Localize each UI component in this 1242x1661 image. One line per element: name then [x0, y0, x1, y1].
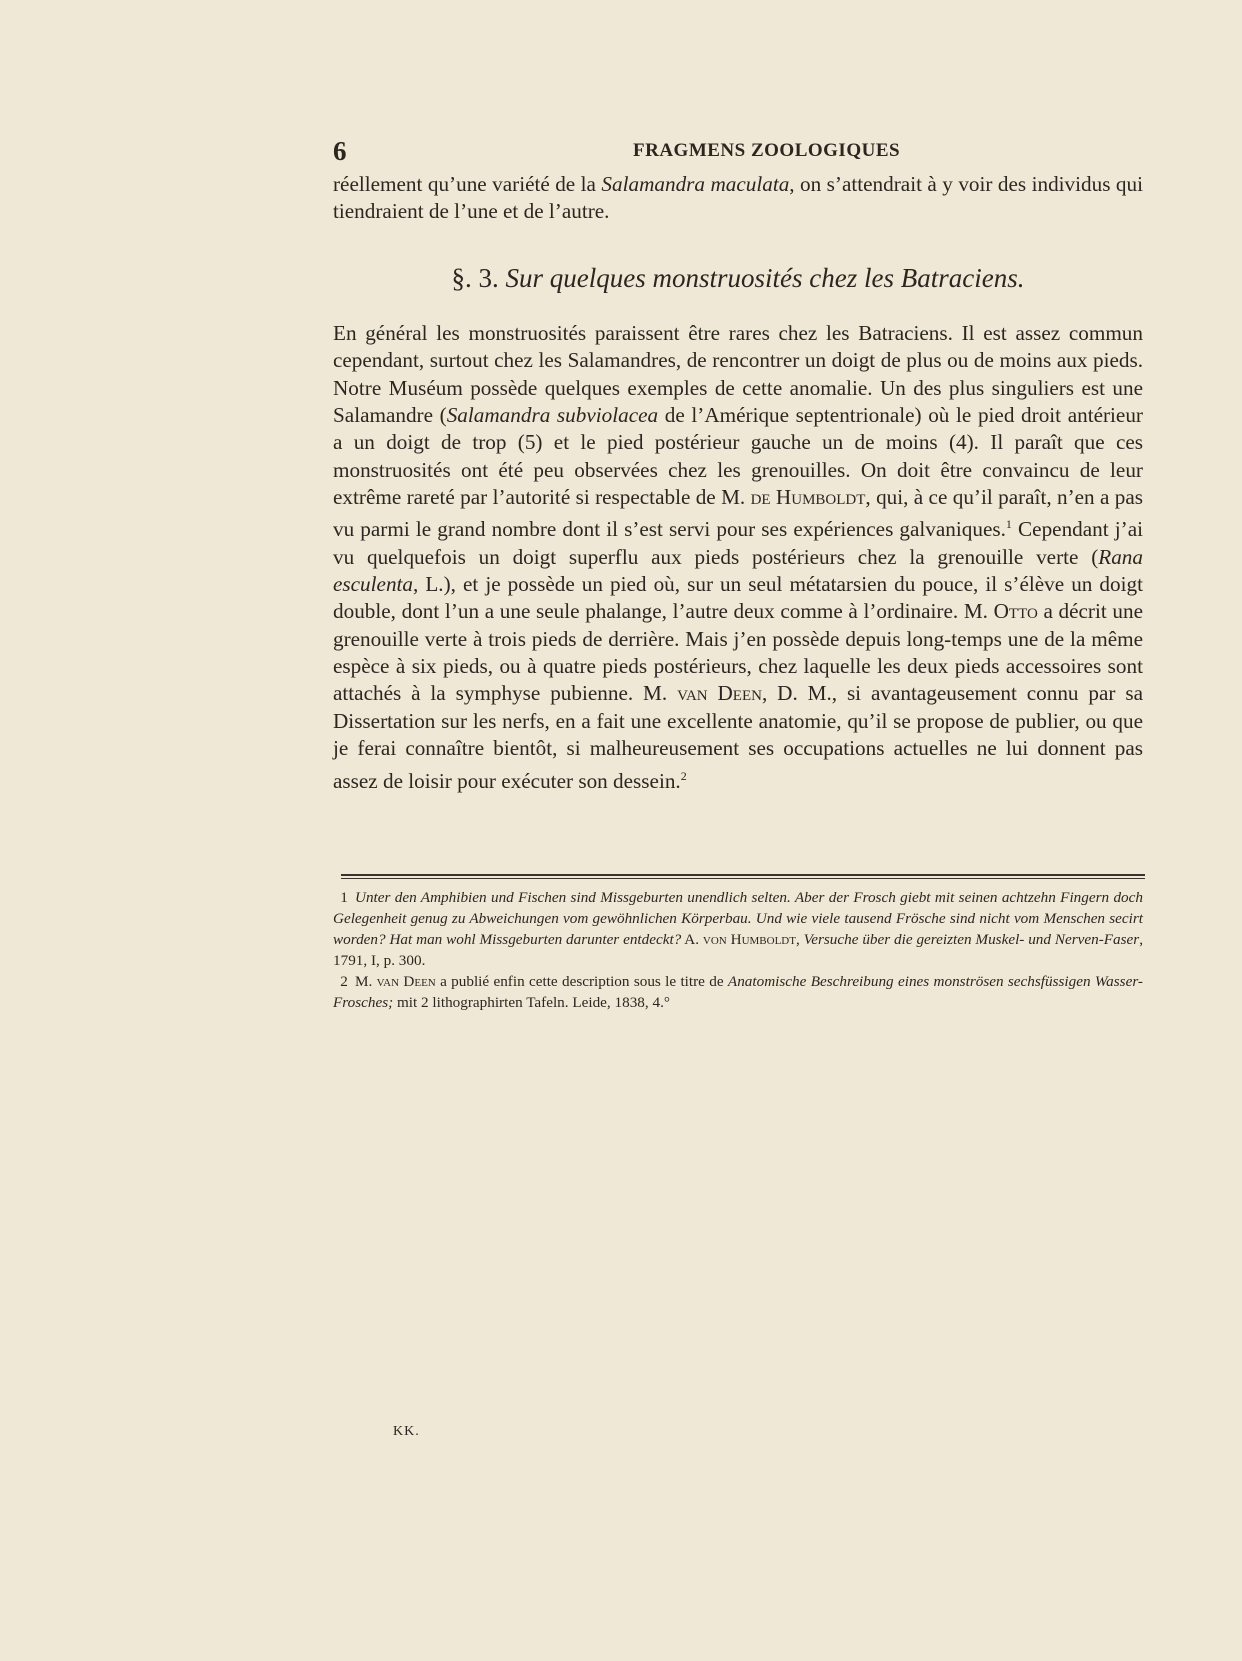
- page-number: 6: [333, 136, 347, 166]
- footnote-ref-2[interactable]: 2: [680, 768, 687, 783]
- intro-paragraph: [333, 171, 1143, 226]
- footnote-1-quote: Unter den Amphibien und Fischen sind Missgeburten unendlich selten. Aber der Frosch giebt mit seinen achtzehn Fingern doch Gelegenheit genug zu Abweichungen vom gewöhnlichen Körperbau. Und wie viele tausend Frösche sind nicht vom Menschen secirt worden? Hat man wohl Missgeburten darunter entdeckt?: [333, 889, 1143, 948]
- footnote-2-text-b: a publié enfin cette description sous le titre de: [435, 973, 728, 990]
- text-run-5: , L.), et je possède un pied où, sur un seul métatarsien du pouce, il s’élève un doigt double, dont l’un a une seule phalange, l’autre deux comme à l’ordinaire. M.: [333, 572, 1143, 624]
- section-title: Sur quelques monstruosités chez les Batraciens.: [505, 263, 1025, 293]
- species-rana: Rana esculenta: [333, 544, 1143, 597]
- section-heading: [333, 263, 1143, 294]
- footnote-2-text-a: M.: [355, 973, 377, 990]
- footnote-1-text-b: A.: [681, 931, 703, 948]
- species-subviolacea: Salamandra subviolacea: [446, 403, 659, 428]
- footnote-1-work-title: Versuche über die gereizten Muskel- und Nerven-Faser: [803, 931, 1140, 948]
- text-run-3: , qui, à ce qu’il paraît, n’en a pas vu parmi le grand nombre dont il s’est servi pour ses expériences galvaniques.: [333, 485, 1143, 542]
- footnote-2-work-title: Anatomische Beschreibung eines monströsen sechsfüssigen Wasser-Frosches;: [333, 973, 1143, 1011]
- text-run-6: a décrit une grenouille verte à trois pieds de derrière. Mais j’en possède depuis long-temps une de la même espèce à six pieds, ou à quatre pieds postérieurs, chez laquelle les deux pieds accessoires sont attachés à la symphyse pubienne. M.: [333, 599, 1143, 706]
- footnote-divider: [341, 874, 1145, 876]
- intro-text-a: réellement qu’une variété de la: [333, 172, 602, 196]
- name-otto: Otto: [993, 599, 1038, 624]
- footnote-1-text-c: ,: [795, 931, 804, 948]
- main-paragraph: [333, 320, 1143, 795]
- footnote-2: [333, 971, 1143, 1013]
- printer-signature: KK.: [393, 1424, 420, 1439]
- intro-species-name: Salamandra maculata: [601, 172, 790, 196]
- footnote-2-text-d: mit 2 lithographirten Tafeln. Leide, 1838, 4.°: [393, 994, 670, 1011]
- footnote-ref-1[interactable]: 1: [1005, 517, 1012, 532]
- page-header: [333, 136, 1143, 166]
- name-humboldt: de Humboldt: [750, 485, 866, 510]
- text-run-2: de l’Amérique septentrionale) où le pied droit antérieur a un doigt de trop (5) et le pied postérieur gauche un de moins (4). Il paraît que ces monstruosités ont été peu observées chez les grenouilles. On doit être convaincu de leur extrême rareté par l’autorité si respectable de M.: [333, 403, 1143, 510]
- running-title: FRAGMENS ZOOLOGIQUES: [633, 140, 901, 161]
- footnote-1-author: von Humboldt: [702, 931, 796, 948]
- text-run-7: , D. M., si avantageusement connu par sa Dissertation sur les nerfs, en a fait une excellente anatomie, qu’il se propose de publier, ou que je ferai connaître bientôt, si malheureusement ses occupations actuelles ne lui donnent pas assez de loisir pour exécuter son dessein.: [333, 681, 1143, 793]
- footnote-1-number: 1: [340, 889, 348, 906]
- text-run-1: En général les monstruosités paraissent être rares chez les Batraciens. Il est assez commun cependant, surtout chez les Salamandres, de rencontrer un doigt de plus ou de moins aux pieds. Notre Muséum possède quelques exemples de cette anomalie. Un des plus singuliers est une Salamandre (: [333, 321, 1143, 428]
- name-van-deen: van Deen: [677, 681, 762, 706]
- intro-text-c: , on s’attendrait à y voir des individus qui tiendraient de l’une et de l’autre.: [333, 172, 1143, 224]
- footnote-1-citation: , 1791, I, p. 300.: [333, 931, 1143, 969]
- text-run-4: Cependant j’ai vu quelquefois un doigt superflu aux pieds postérieurs chez la grenouille verte (: [333, 517, 1143, 569]
- footnote-divider-thin: [341, 878, 1145, 879]
- footnotes: [333, 887, 1143, 1013]
- footnote-2-author: van Deen: [376, 973, 436, 990]
- footnote-1: [333, 887, 1143, 971]
- footnote-2-number: 2: [340, 973, 348, 990]
- section-number: §. 3.: [451, 263, 499, 293]
